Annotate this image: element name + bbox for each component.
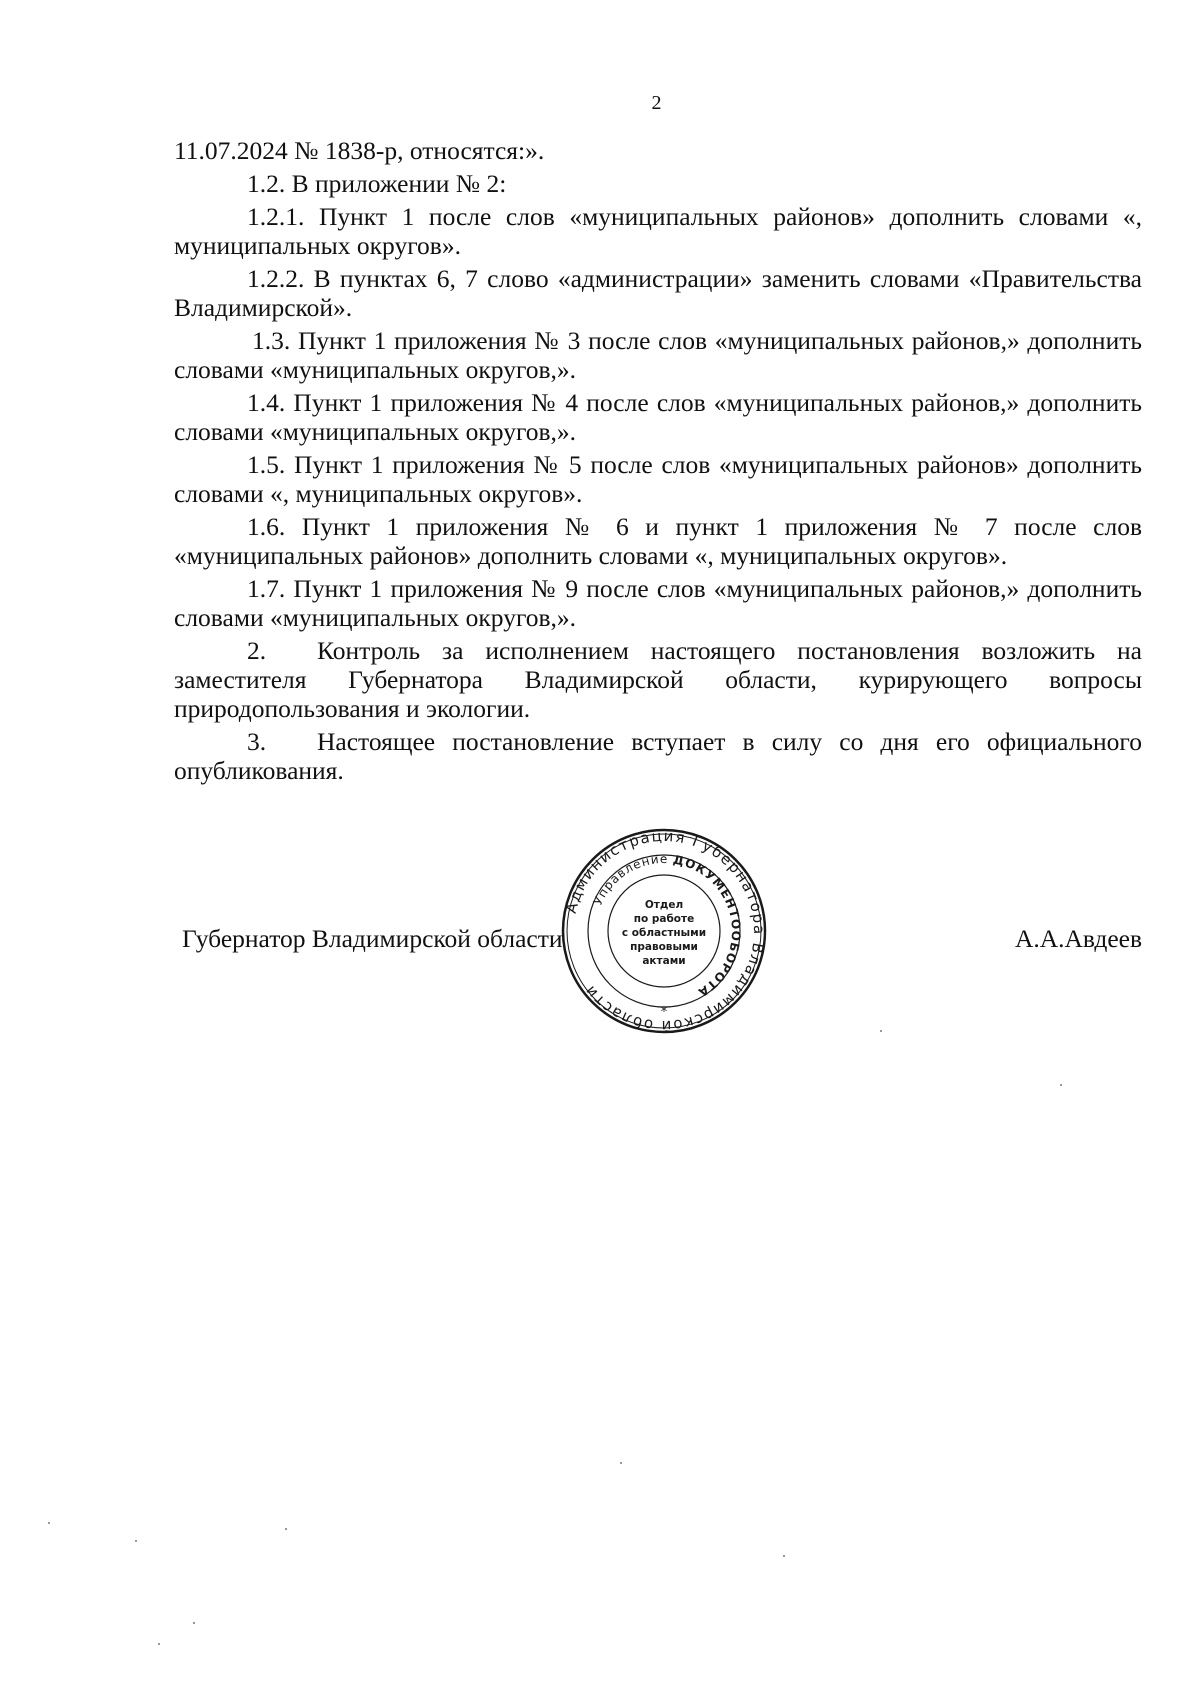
scan-speck: [783, 1555, 785, 1557]
signatory-position: Губернатор Владимирской области: [182, 924, 563, 953]
paragraph-text: Настоящее постановление вступает в силу со дня его официального опубликования.: [174, 727, 1142, 785]
paragraph-1-2: 1.2. В приложении № 2:: [247, 169, 507, 198]
paragraph-1-4: 1.4. Пункт 1 приложения № 4 после слов «муниципальных районов,» дополнить словами «муниципальных округов,».: [174, 388, 1142, 446]
paragraph-1-6: 1.6. Пункт 1 приложения № 6 и пункт 1 приложения № 7 после слов «муниципальных районов» дополнить словами «, муниципальных округов».: [174, 512, 1142, 570]
signatory-name: А.А.Авдеев: [1014, 924, 1142, 953]
scan-speck: [620, 1462, 622, 1464]
scan-speck: [135, 1540, 137, 1542]
scan-speck: [285, 1528, 287, 1530]
paragraph-1-2-2: 1.2.2. В пунктах 6, 7 слово «администрации» заменить словами «Правительства Владимирской».: [174, 264, 1142, 322]
scan-speck: [1060, 1084, 1062, 1086]
paragraph-1-3: 1.3. Пункт 1 приложения № 3 после слов «муниципальных районов,» дополнить словами «муниципальных округов,».: [174, 326, 1142, 384]
paragraph-1-5: 1.5. Пункт 1 приложения № 5 после слов «муниципальных районов» дополнить словами «, муниципальных округов».: [174, 450, 1142, 508]
stamp-outer-text: Администрация Губернатора Владимирской области: [561, 826, 769, 1036]
paragraph-number: 3.: [247, 727, 267, 756]
scan-speck: [48, 1522, 50, 1524]
continuation-line: 11.07.2024 № 1838-р, относятся:».: [174, 136, 545, 165]
stamp-inner-left-text: Управление: [590, 851, 669, 908]
stamp-seal-icon: [559, 826, 769, 1036]
official-stamp: [559, 826, 769, 1036]
stamp-center-line: с областными: [621, 927, 707, 939]
stamp-center-line: актами: [642, 955, 686, 967]
document-body: [174, 136, 1142, 789]
stamp-center-line: Отдел: [644, 899, 684, 911]
stamp-star-icon: *: [660, 1005, 668, 1020]
paragraph-3: [174, 727, 1142, 785]
page-number: 2: [651, 92, 662, 114]
scan-speck: [880, 1030, 882, 1032]
scan-speck: [158, 1643, 160, 1645]
stamp-center-line: по работе: [633, 913, 695, 925]
paragraph-1-7: 1.7. Пункт 1 приложения № 9 после слов «муниципальных районов,» дополнить словами «муниципальных округов,».: [174, 574, 1142, 632]
paragraph-text: Контроль за исполнением настоящего постановления возложить на заместителя Губернатора Владимирской области, курирующего вопросы природопользования и экологии.: [174, 636, 1142, 723]
paragraph-2: [174, 636, 1142, 723]
paragraph-1-2-1: 1.2.1. Пункт 1 после слов «муниципальных районов» дополнить словами «, муниципальных округов».: [174, 202, 1142, 260]
stamp-center-line: правовыми: [630, 941, 698, 953]
scan-speck: [193, 1622, 195, 1624]
paragraph-number: 2.: [247, 636, 267, 665]
stamp-inner-top-text: ДОКУМЕНТООБОРОТА: [671, 852, 744, 1000]
